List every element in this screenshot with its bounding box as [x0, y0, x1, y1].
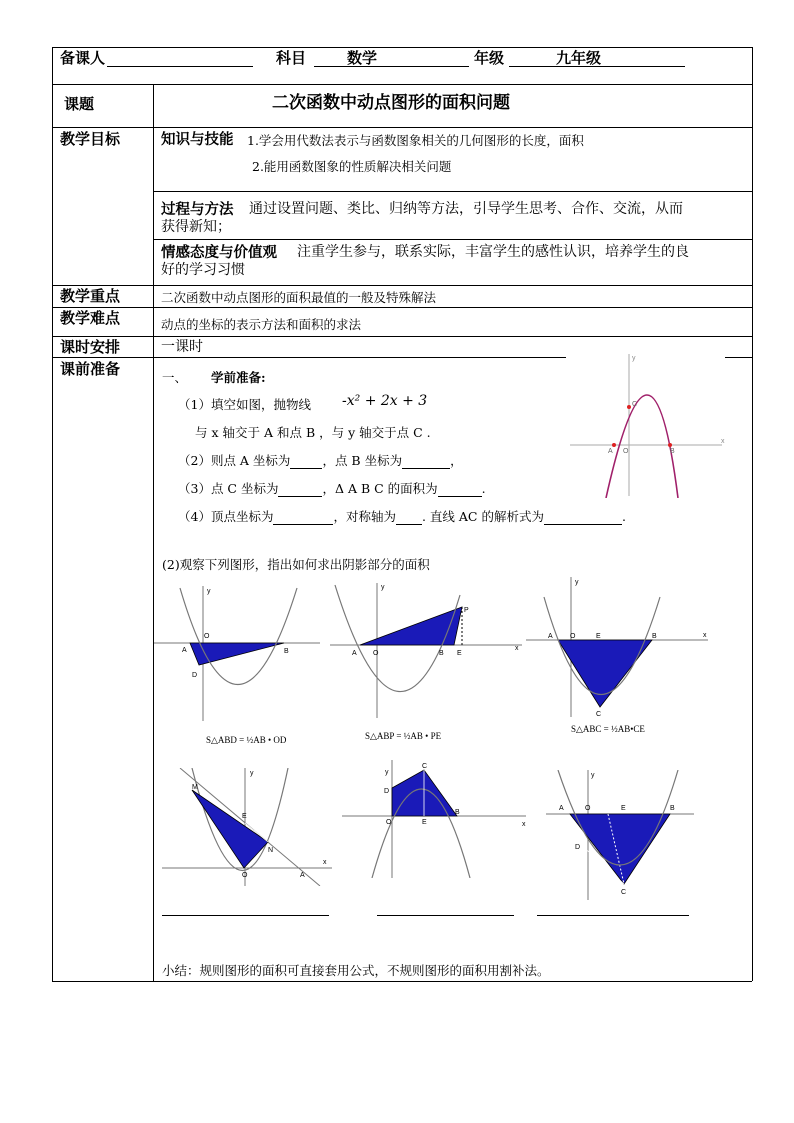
svg-text:x: x: [703, 632, 707, 639]
answer-line-2[interactable]: [377, 915, 514, 916]
graph-triangle-abc: [526, 577, 711, 717]
point-b-label: B: [670, 448, 675, 455]
answer-line-1[interactable]: [162, 915, 329, 916]
question-1-line2: 与 x 轴交于 A 和点 B ，与 y 轴交于点 C .: [195, 425, 431, 440]
point-c-label: C: [632, 401, 638, 408]
svg-text:D: D: [384, 788, 390, 795]
attitude-text-1: 注重学生参与，联系实际，丰富学生的感性认识，培养学生的良: [297, 244, 689, 260]
key-point-text: 二次函数中动点图形的面积最值的一般及特殊解法: [161, 290, 437, 305]
svg-text:B: B: [455, 809, 460, 816]
process-label: 过程与方法: [161, 201, 234, 218]
question-4: （4）顶点坐标为 ，对称轴为 . 直线 AC 的解析式为 .: [178, 509, 626, 524]
knowledge-item-2: 2.能用函数图象的性质解决相关问题: [252, 159, 452, 174]
process-text-1: 通过设置问题、类比、归纳等方法，引导学生思考、合作、交流，从而: [249, 201, 683, 217]
difficulty-text: 动点的坐标的表示方法和面积的求法: [161, 317, 362, 332]
svg-text:y: y: [575, 579, 579, 586]
answer-blank[interactable]: [273, 510, 333, 525]
svg-text:y: y: [250, 770, 254, 777]
answer-blank[interactable]: [438, 482, 482, 497]
svg-text:x: x: [515, 645, 519, 652]
process-text-2: 获得新知；: [161, 219, 231, 235]
graph-triangle-abp: [330, 583, 525, 718]
summary-text: 小结：规则图形的面积可直接套用公式，不规则图形的面积用割补法。: [162, 963, 550, 978]
svg-text:O: O: [570, 633, 576, 640]
formula-abc: S△ABC = ½AB•CE: [571, 724, 645, 734]
answer-blank[interactable]: [396, 510, 422, 525]
svg-text:C: C: [596, 711, 602, 717]
subject-value: 数学: [347, 49, 378, 67]
graph-triangle-mno: [160, 768, 335, 886]
shaded-triangle: [570, 814, 670, 884]
origin-label: O: [623, 448, 629, 455]
graph-triangle-abd: [152, 586, 322, 721]
svg-text:y: y: [381, 584, 385, 591]
difficulty-label: 教学难点: [60, 309, 121, 327]
objectives-label: 教学目标: [60, 130, 121, 148]
preparer-blank: [107, 66, 253, 67]
point-a-label: A: [608, 448, 613, 455]
answer-blank[interactable]: [278, 482, 322, 497]
shaded-triangle: [190, 643, 284, 665]
svg-text:E: E: [621, 805, 626, 812]
question-1-prefix: （1）填空如图，抛物线: [178, 397, 311, 412]
point-c: [627, 405, 631, 409]
graph-quadrilateral: [342, 760, 527, 878]
formula-abd: S△ABD = ½AB • OD: [206, 735, 287, 745]
prep-label: 课前准备: [60, 360, 121, 378]
preparer-label: 备课人: [60, 49, 106, 67]
topic-label: 课题: [64, 95, 95, 113]
svg-text:O: O: [373, 650, 379, 657]
x-axis-label: x: [721, 438, 725, 445]
svg-text:D: D: [192, 672, 198, 679]
knowledge-label: 知识与技能: [161, 131, 234, 148]
svg-text:A: A: [182, 647, 187, 654]
answer-line-3[interactable]: [537, 915, 689, 916]
y-axis-label: y: [632, 355, 636, 362]
subject-label: 科目: [276, 49, 307, 67]
svg-text:C: C: [422, 763, 428, 770]
section-title: 学前准备:: [211, 370, 266, 385]
section-number: 一、: [162, 370, 188, 385]
svg-text:C: C: [621, 889, 627, 896]
grade-label: 年级: [474, 49, 505, 67]
subject-underline: [314, 66, 469, 67]
answer-blank[interactable]: [290, 454, 322, 469]
svg-text:A: A: [548, 633, 553, 640]
svg-text:y: y: [591, 772, 595, 779]
grade-value: 九年级: [556, 49, 602, 67]
svg-text:B: B: [652, 633, 657, 640]
svg-text:O: O: [204, 633, 210, 640]
parabola-curve: [606, 395, 678, 498]
svg-text:P: P: [464, 607, 469, 614]
svg-text:A: A: [300, 872, 305, 879]
shaded-triangle: [558, 640, 652, 707]
svg-text:O: O: [386, 819, 392, 826]
answer-blank[interactable]: [544, 510, 622, 525]
point-a: [612, 443, 616, 447]
attitude-text-2: 好的学习习惯: [161, 262, 245, 278]
schedule-text: 一课时: [161, 339, 203, 355]
svg-text:B: B: [439, 650, 444, 657]
svg-text:E: E: [596, 633, 601, 640]
answer-blank[interactable]: [402, 454, 450, 469]
svg-text:x: x: [522, 821, 526, 828]
svg-text:E: E: [422, 819, 427, 826]
point-b: [668, 443, 672, 447]
svg-text:E: E: [242, 813, 247, 820]
svg-text:O: O: [585, 805, 591, 812]
observe-heading: (2)观察下列图形，指出如何求出阴影部分的面积: [162, 557, 430, 572]
svg-text:x: x: [323, 859, 327, 866]
svg-text:N: N: [268, 847, 274, 854]
schedule-label: 课时安排: [60, 338, 121, 356]
svg-text:y: y: [385, 769, 389, 776]
knowledge-item-1: 1.学会用代数法表示与函数图象相关的几何图形的长度，面积: [247, 133, 584, 148]
svg-text:E: E: [457, 650, 462, 657]
svg-text:y: y: [207, 588, 211, 595]
formula-abp: S△ABP = ½AB • PE: [365, 731, 442, 741]
key-point-label: 教学重点: [60, 287, 121, 305]
shaded-triangle: [192, 790, 268, 868]
svg-text:A: A: [559, 805, 564, 812]
shaded-quad: [392, 770, 457, 816]
svg-text:B: B: [670, 805, 675, 812]
svg-text:B: B: [284, 648, 289, 655]
svg-text:A: A: [352, 650, 357, 657]
attitude-label: 情感态度与价值观: [161, 244, 277, 261]
svg-text:M: M: [192, 784, 198, 791]
page-title: 二次函数中动点图形的面积问题: [272, 93, 510, 113]
question-3: （3）点 C 坐标为 ，Δ A B C 的面积为 .: [178, 481, 486, 496]
question-2: （2）则点 A 坐标为 ，点 B 坐标为 ，: [178, 453, 463, 468]
parabola-graph: [566, 352, 726, 498]
svg-text:O: O: [242, 872, 248, 879]
shaded-triangle: [360, 607, 462, 645]
svg-text:D: D: [575, 844, 581, 851]
graph-triangle-abc-dotted: [546, 770, 696, 900]
parabola-formula: -x² + 2x + 3: [342, 393, 428, 409]
